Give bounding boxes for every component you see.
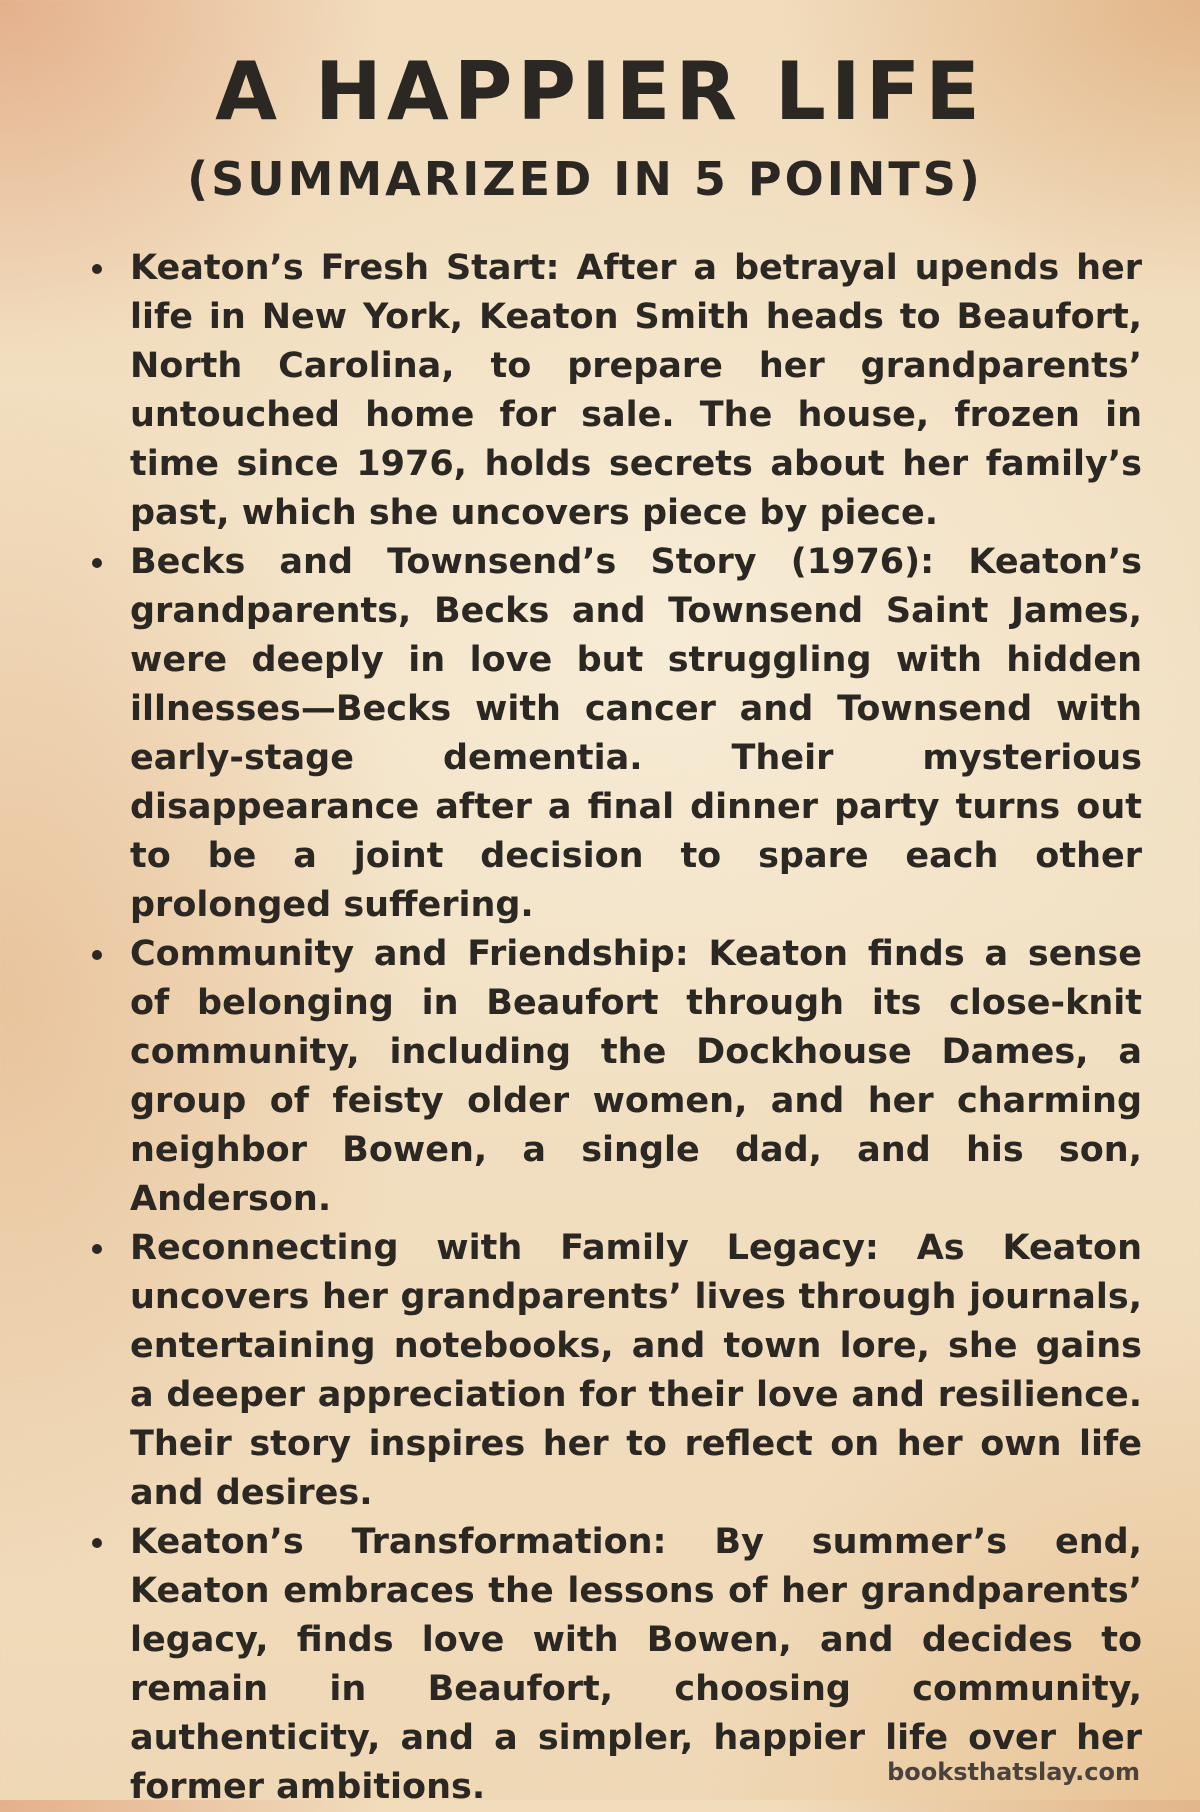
point-text: Becks and Townsend’s Story (1976): Keaton’s grandparents, Becks and Townsend Saint James, were deeply in love but struggling with hidden illnesses—Becks with cancer and Townsend with early-stage dementia. Their mysterious disappearance after a final dinner party turns out to be a joint decision to spare each other prolonged suffering.: [130, 542, 1142, 925]
point-text: Keaton’s Fresh Start: After a betrayal upends her life in New York, Keaton Smith heads to Beaufort, North Carolina, to prepare her grandparents’ untouched home for sale. The house, frozen in time since 1976, holds secrets about her family’s past, which she uncovers piece by piece.: [130, 248, 1142, 533]
point-text: Keaton’s Transformation: By summer’s end, Keaton embraces the lessons of her grandparents’ legacy, finds love with Bowen, and decides to remain in Beaufort, choosing community, authenticity, and a simpler, happier life over her former ambitions.: [130, 1522, 1142, 1807]
page-subtitle: (SUMMARIZED IN 5 POINTS): [187, 152, 983, 206]
summary-point-2: [92, 538, 1142, 930]
summary-point-3: [92, 930, 1142, 1224]
point-text: Community and Friendship: Keaton finds a sense of belonging in Beaufort through its close-knit community, including the Dockhouse Dames, a group of feisty older women, and her charming neighbor Bowen, a single dad, and his son, Anderson.: [130, 934, 1142, 1219]
bullet-icon: [92, 264, 102, 274]
site-watermark: booksthatslay.com: [887, 1758, 1140, 1786]
point-text: Reconnecting with Family Legacy: As Keaton uncovers her grandparents’ lives through journals, entertaining notebooks, and town lore, she gains a deeper appreciation for their love and resilience. Their story inspires her to reflect on her own life and desires.: [130, 1228, 1142, 1513]
page-title: A HAPPIER LIFE: [215, 45, 985, 138]
bullet-icon: [92, 1538, 102, 1548]
summary-points-list: [92, 244, 1142, 1812]
bullet-icon: [92, 1244, 102, 1254]
summary-point-4: [92, 1224, 1142, 1518]
bullet-icon: [92, 558, 102, 568]
summary-point-1: [92, 244, 1142, 538]
bullet-icon: [92, 950, 102, 960]
